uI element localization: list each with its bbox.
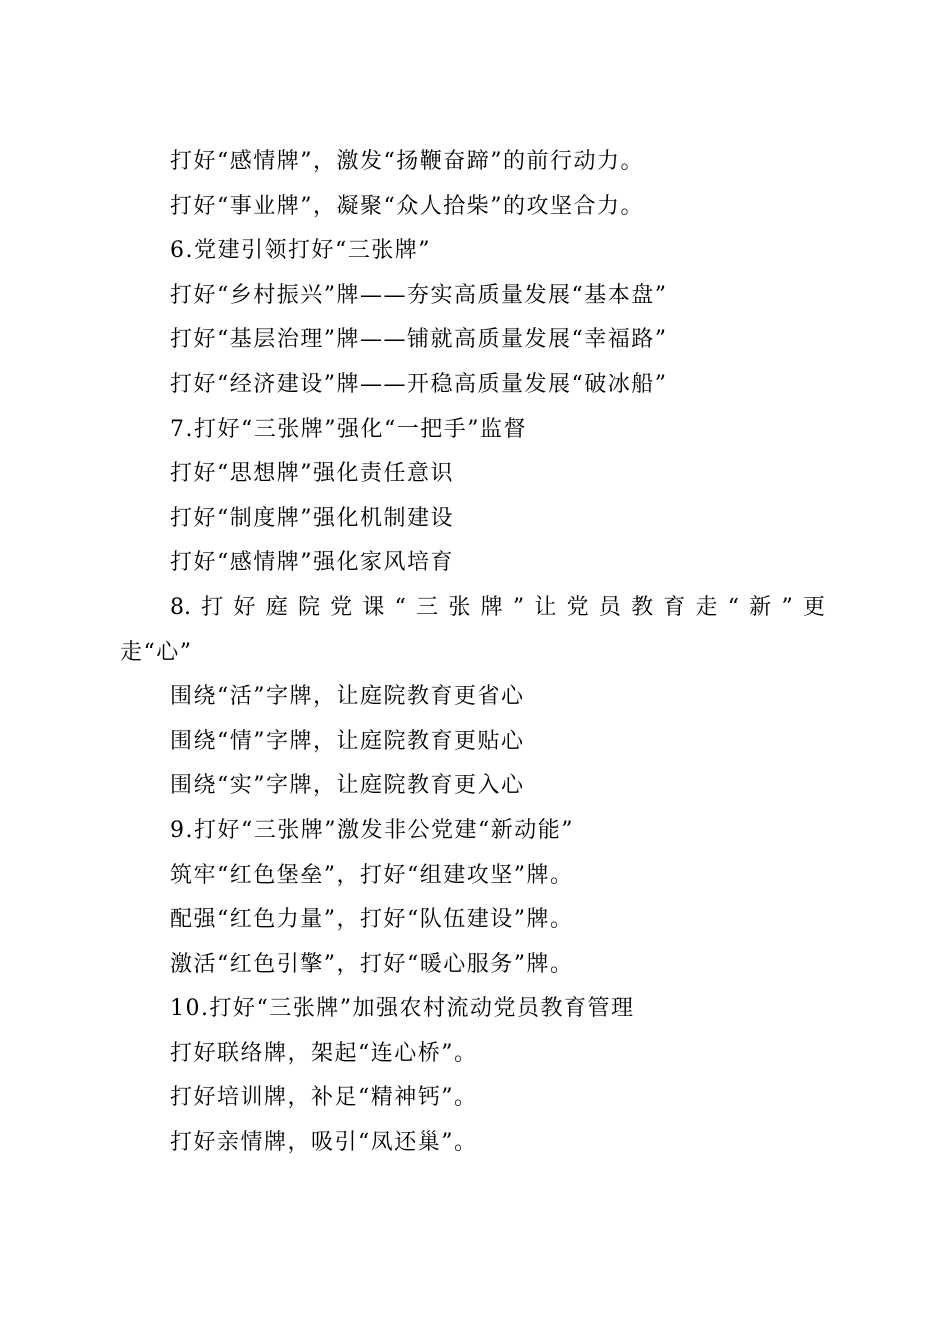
section-heading-continued: 走“心” — [120, 639, 193, 665]
text-line: 激活“红色引擎”，打好“暖心服务”牌。 — [170, 951, 574, 977]
section-heading: 7.打好“三张牌”强化“一把手”监督 — [170, 416, 527, 442]
section-heading: 8.打好庭院党课“三张牌”让党员教育走“新”更 — [170, 594, 825, 620]
text-line: 打好“乡村振兴”牌——夯实高质量发展“基本盘” — [170, 282, 668, 308]
text-line: 打好培训牌，补足“精神钙”。 — [170, 1085, 478, 1111]
text-line: 围绕“活”字牌，让庭院教育更省心 — [170, 684, 525, 710]
text-line: 围绕“实”字牌，让庭院教育更入心 — [170, 773, 525, 799]
text-line: 打好“感情牌”，激发“扬鞭奋蹄”的前行动力。 — [170, 149, 644, 174]
text-line: 围绕“情”字牌，让庭院教育更贴心 — [170, 728, 525, 754]
text-line: 筑牢“红色堡垒”，打好“组建攻坚”牌。 — [170, 862, 574, 888]
section-heading: 10.打好“三张牌”加强农村流动党员教育管理 — [170, 996, 635, 1022]
text-line: 打好“基层治理”牌——铺就高质量发展“幸福路” — [170, 327, 668, 353]
text-line: 打好“经济建设”牌——开稳高质量发展“破冰船” — [170, 371, 668, 397]
text-line: 打好“事业牌”，凝聚“众人拾柴”的攻坚合力。 — [170, 193, 644, 219]
text-line: 打好“制度牌”强化机制建设 — [170, 505, 454, 531]
section-heading: 6.党建引领打好“三张牌” — [170, 238, 431, 264]
document-body — [120, 140, 825, 1166]
text-line: 打好亲情牌，吸引“凤还巢”。 — [170, 1130, 478, 1156]
text-line: 打好“感情牌”强化家风培育 — [170, 550, 454, 576]
text-line: 打好“思想牌”强化责任意识 — [170, 461, 454, 487]
section-heading: 9.打好“三张牌”激发非公党建“新动能” — [170, 817, 574, 843]
text-line: 配强“红色力量”，打好“队伍建设”牌。 — [170, 907, 574, 933]
text-line: 打好联络牌，架起“连心桥”。 — [170, 1040, 478, 1066]
